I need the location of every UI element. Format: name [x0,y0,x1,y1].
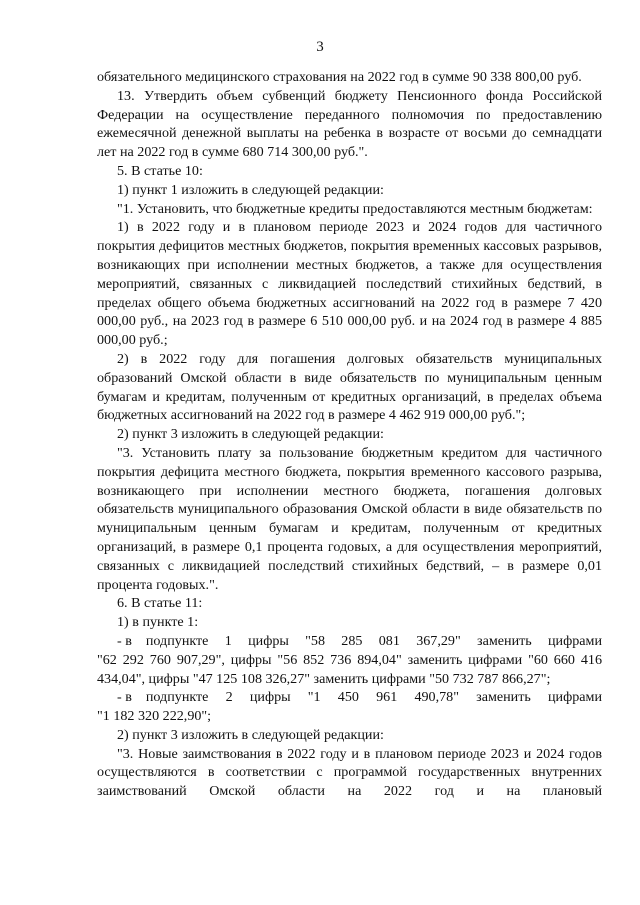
subpoint-2-prefix: - в [117,689,132,706]
subpoint-1-replacements: "62 292 760 907,29", цифры "56 852 736 894,04" заменить цифрами "60 660 416 434,04", цифры "47 125 108 326,27" заменить цифрами "50 732 787 866,27"; [97,651,602,687]
subpoint-2-text: подпункте 2 цифры "1 450 961 490,78" заменить цифрами [145,689,602,706]
subpoint-2-line [97,688,602,707]
paragraph-item-13: 13. Утвердить объем субвенций бюджету Пенсионного фонда Российской Федерации на осуществление переданного полномочия по предоставлению ежемесячной денежной выплаты на ребенка в возрасте от восьми до семнадцати лет на 2022 год в сумме 680 714 300,00 руб.". [97,87,602,161]
subpoint-1-prefix: - в [117,632,132,649]
paragraph-article-11-clause-1: 1) в пункте 1: [117,614,199,631]
paragraph-clause-3-text: "3. Установить плату за пользование бюджетным кредитом для частичного покрытия дефицита местного бюджета, покрытия временного кассового разрыва, возникающего при исполнении местного бюджета, погашения долговых обязательств муниципального образования Омской области в виде обязательств по муниципальным ценным бумагам и кредитам, полученным от кредитных организаций, в размере 0,1 процента годовых, а для осуществления мероприятий, связанных с ликвидацией последствий стихийных бедствий, – в размере 0,01 процента годовых.". [97,444,602,593]
paragraph-clause-1-intro: 1) пункт 1 изложить в следующей редакции: [117,181,384,198]
subpoint-1-line [97,632,602,651]
document-body [97,68,602,801]
paragraph-article-10: 5. В статье 10: [117,162,203,179]
paragraph-clause-3-article-11-intro: 2) пункт 3 изложить в следующей редакции: [117,726,384,743]
paragraph-article-11: 6. В статье 11: [117,595,203,612]
paragraph-continuation: обязательного медицинского страхования на 2022 год в сумме 90 338 800,00 руб. [97,69,582,85]
paragraph-clause-3-article-11-text: "3. Новые заимствования в 2022 году и в плановом периоде 2023 и 2024 годов осуществляются в соответствии с программой государственных внутренних заимствований Омской области на 2022 год и на плановый [97,745,602,800]
subpoint-1-text: подпункте 1 цифры "58 285 081 367,29" заменить цифрами [145,632,602,649]
page-number: 3 [316,39,324,55]
paragraph-clause-3-intro: 2) пункт 3 изложить в следующей редакции: [117,426,384,443]
subpoint-2-replacement: "1 182 320 222,90"; [97,708,212,725]
paragraph-clause-1-text: "1. Установить, что бюджетные кредиты предоставляются местным бюджетам: [117,200,593,217]
paragraph-subclause-1: 1) в 2022 году и в плановом периоде 2023 и 2024 годов для частичного покрытия дефицитов местных бюджетов, покрытия временных кассовых разрывов, возникающих при исполнении местных бюджетов, а также для осуществления мероприятий, связанных с ликвидацией последствий стихийных бедствий, в пределах общего объема бюджетных ассигнований на 2022 год в размере 7 420 000,00 руб., на 2023 год в размере 6 510 000,00 руб. и на 2024 год в размере 4 885 000,00 руб.; [97,219,602,349]
paragraph-subclause-2: 2) в 2022 году для погашения долговых обязательств муниципальных образований Омской области в виде обязательств по муниципальным ценным бумагам и кредитам, полученным от кредитных организаций, в пределах объема бюджетных ассигнований на 2022 год в размере 4 462 919 000,00 руб."; [97,350,602,424]
